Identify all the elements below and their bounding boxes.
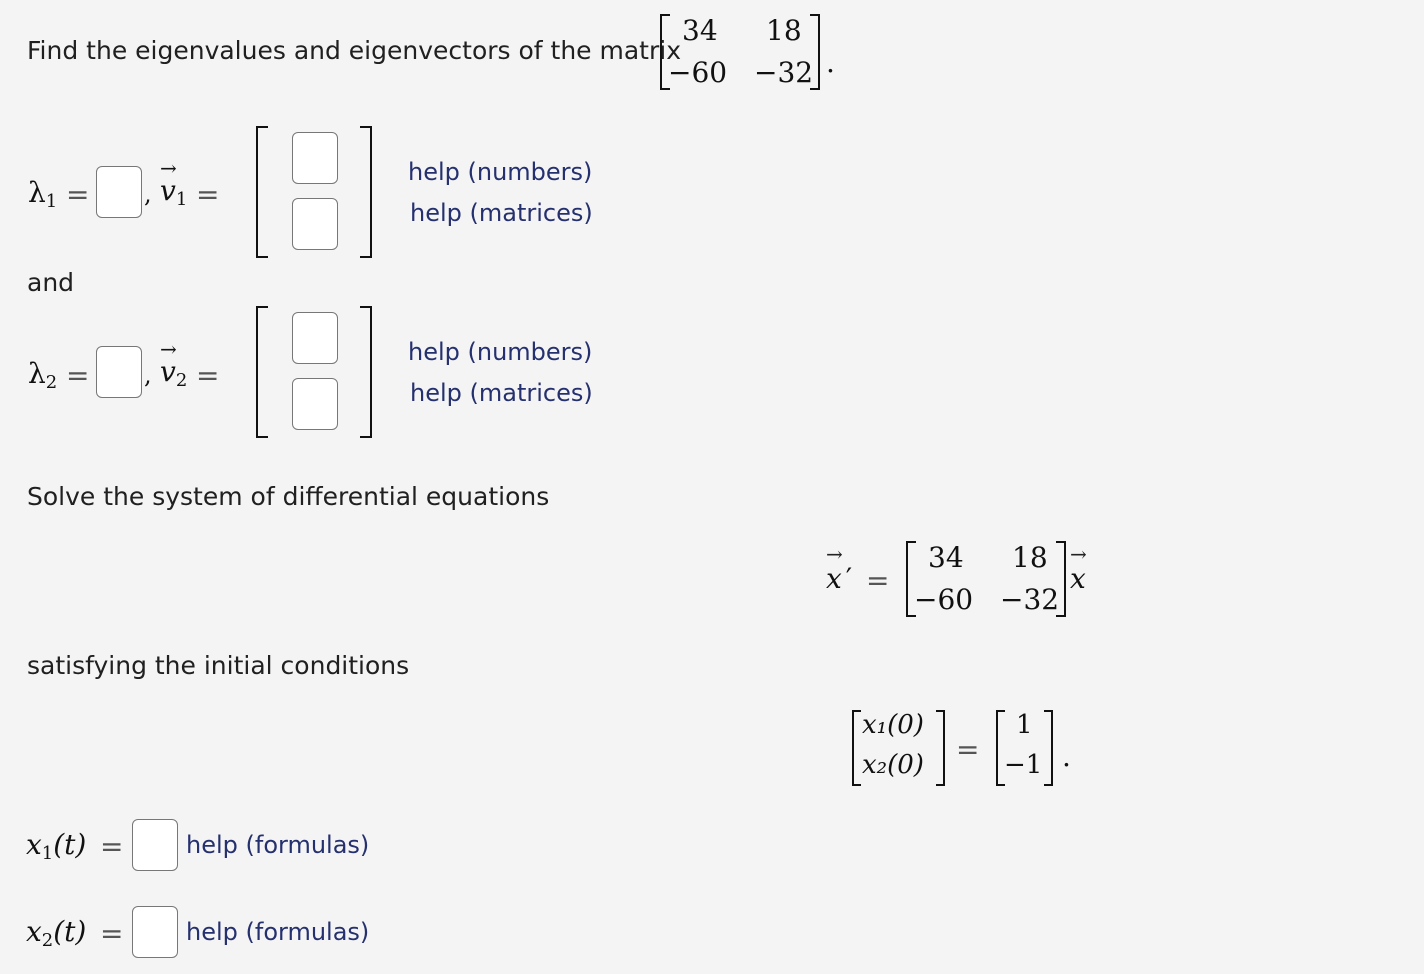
system-equals: = [866, 564, 890, 597]
help-matrices-link[interactable]: help (matrices) [410, 379, 593, 407]
help-formulas-link[interactable]: help (formulas) [186, 831, 370, 859]
x-index: 2 [41, 930, 54, 951]
right-bracket [810, 14, 820, 90]
x-index: 1 [41, 843, 54, 864]
problem-matrix [658, 14, 828, 92]
help-numbers-link[interactable]: help (numbers) [408, 338, 593, 366]
x2-equals: = [100, 917, 124, 950]
system-matrix [904, 541, 1074, 619]
help-numbers-link[interactable]: help (numbers) [408, 158, 593, 186]
x1-answer-input[interactable] [132, 819, 178, 871]
help-formulas-link[interactable]: help (formulas) [186, 918, 370, 946]
system-heading: Solve the system of differential equations [27, 482, 550, 511]
lambda-index: 2 [45, 372, 58, 393]
vector-symbol: v [160, 355, 176, 388]
x-prime-label [826, 542, 853, 595]
eigenvector-1-matrix [256, 126, 374, 258]
vector-equals: = [196, 178, 220, 211]
right-bracket [360, 306, 372, 438]
matrix-cell: −60 [668, 56, 728, 89]
vector-arrow-icon: → [826, 542, 843, 566]
x-symbol: x [1070, 562, 1086, 595]
initial-lhs-cell: x₁(0) [862, 710, 924, 740]
matrix-cell: 18 [766, 14, 802, 47]
x-vector-label [1070, 542, 1087, 595]
vector-arrow-icon: → [160, 156, 177, 180]
x2-answer-input[interactable] [132, 906, 178, 958]
v-2-label [160, 337, 188, 391]
lambda-equals: = [66, 359, 90, 392]
vector-arrow-icon: → [1070, 542, 1087, 566]
right-bracket [1056, 541, 1066, 617]
initial-rhs-vector [996, 710, 1060, 786]
right-bracket [936, 710, 945, 786]
and-label: and [27, 268, 75, 297]
vector-index: 1 [175, 189, 188, 210]
initial-lhs-vector [852, 710, 946, 786]
help-matrices-link[interactable]: help (matrices) [410, 199, 593, 227]
x1-equals: = [100, 830, 124, 863]
x2-label [26, 915, 86, 951]
lambda-symbol: λ [28, 176, 46, 209]
lambda-2-input[interactable] [96, 346, 142, 398]
lambda-symbol: λ [28, 357, 46, 390]
initial-rhs-cell: 1 [1016, 710, 1033, 740]
intro-text: Find the eigenvalues and eigenvectors of the matrix [27, 36, 682, 65]
matrix-cell: −60 [914, 583, 974, 616]
v1-entry-2-input[interactable] [292, 198, 338, 250]
eigenvector-2-matrix [256, 306, 374, 438]
matrix-cell: 34 [682, 14, 718, 47]
matrix-cell: 34 [928, 541, 964, 574]
t-argument: (t) [53, 915, 87, 948]
right-bracket [360, 126, 372, 258]
x-symbol: x [26, 828, 42, 861]
matrix-cell: −32 [754, 56, 814, 89]
initial-rhs-cell: −1 [1004, 750, 1043, 780]
initial-equals: = [956, 733, 980, 766]
matrix-cell: 18 [1012, 541, 1048, 574]
period: . [826, 46, 835, 79]
v2-entry-2-input[interactable] [292, 378, 338, 430]
vector-equals: = [196, 359, 220, 392]
right-bracket [1044, 710, 1053, 786]
x-symbol: x [826, 562, 842, 595]
x-symbol: x [26, 915, 42, 948]
lambda-1-input[interactable] [96, 166, 142, 218]
t-argument: (t) [53, 828, 87, 861]
lambda-1-label [28, 176, 57, 212]
left-bracket [256, 306, 268, 438]
vector-index: 2 [175, 370, 188, 391]
lambda-2-label [28, 357, 57, 393]
prime-symbol: ′ [845, 562, 853, 595]
vector-symbol: v [160, 174, 176, 207]
left-bracket [852, 710, 861, 786]
initial-lhs-cell: x₂(0) [862, 750, 924, 780]
comma: , [144, 361, 152, 389]
lambda-index: 1 [45, 191, 58, 212]
initial-heading: satisfying the initial conditions [27, 651, 410, 680]
x1-label [26, 828, 86, 864]
left-bracket [256, 126, 268, 258]
comma: , [144, 180, 152, 208]
lambda-equals: = [66, 178, 90, 211]
period: . [1062, 740, 1071, 773]
v2-entry-1-input[interactable] [292, 312, 338, 364]
matrix-cell: −32 [1000, 583, 1060, 616]
vector-arrow-icon: → [160, 337, 177, 361]
v-1-label [160, 156, 188, 210]
v1-entry-1-input[interactable] [292, 132, 338, 184]
